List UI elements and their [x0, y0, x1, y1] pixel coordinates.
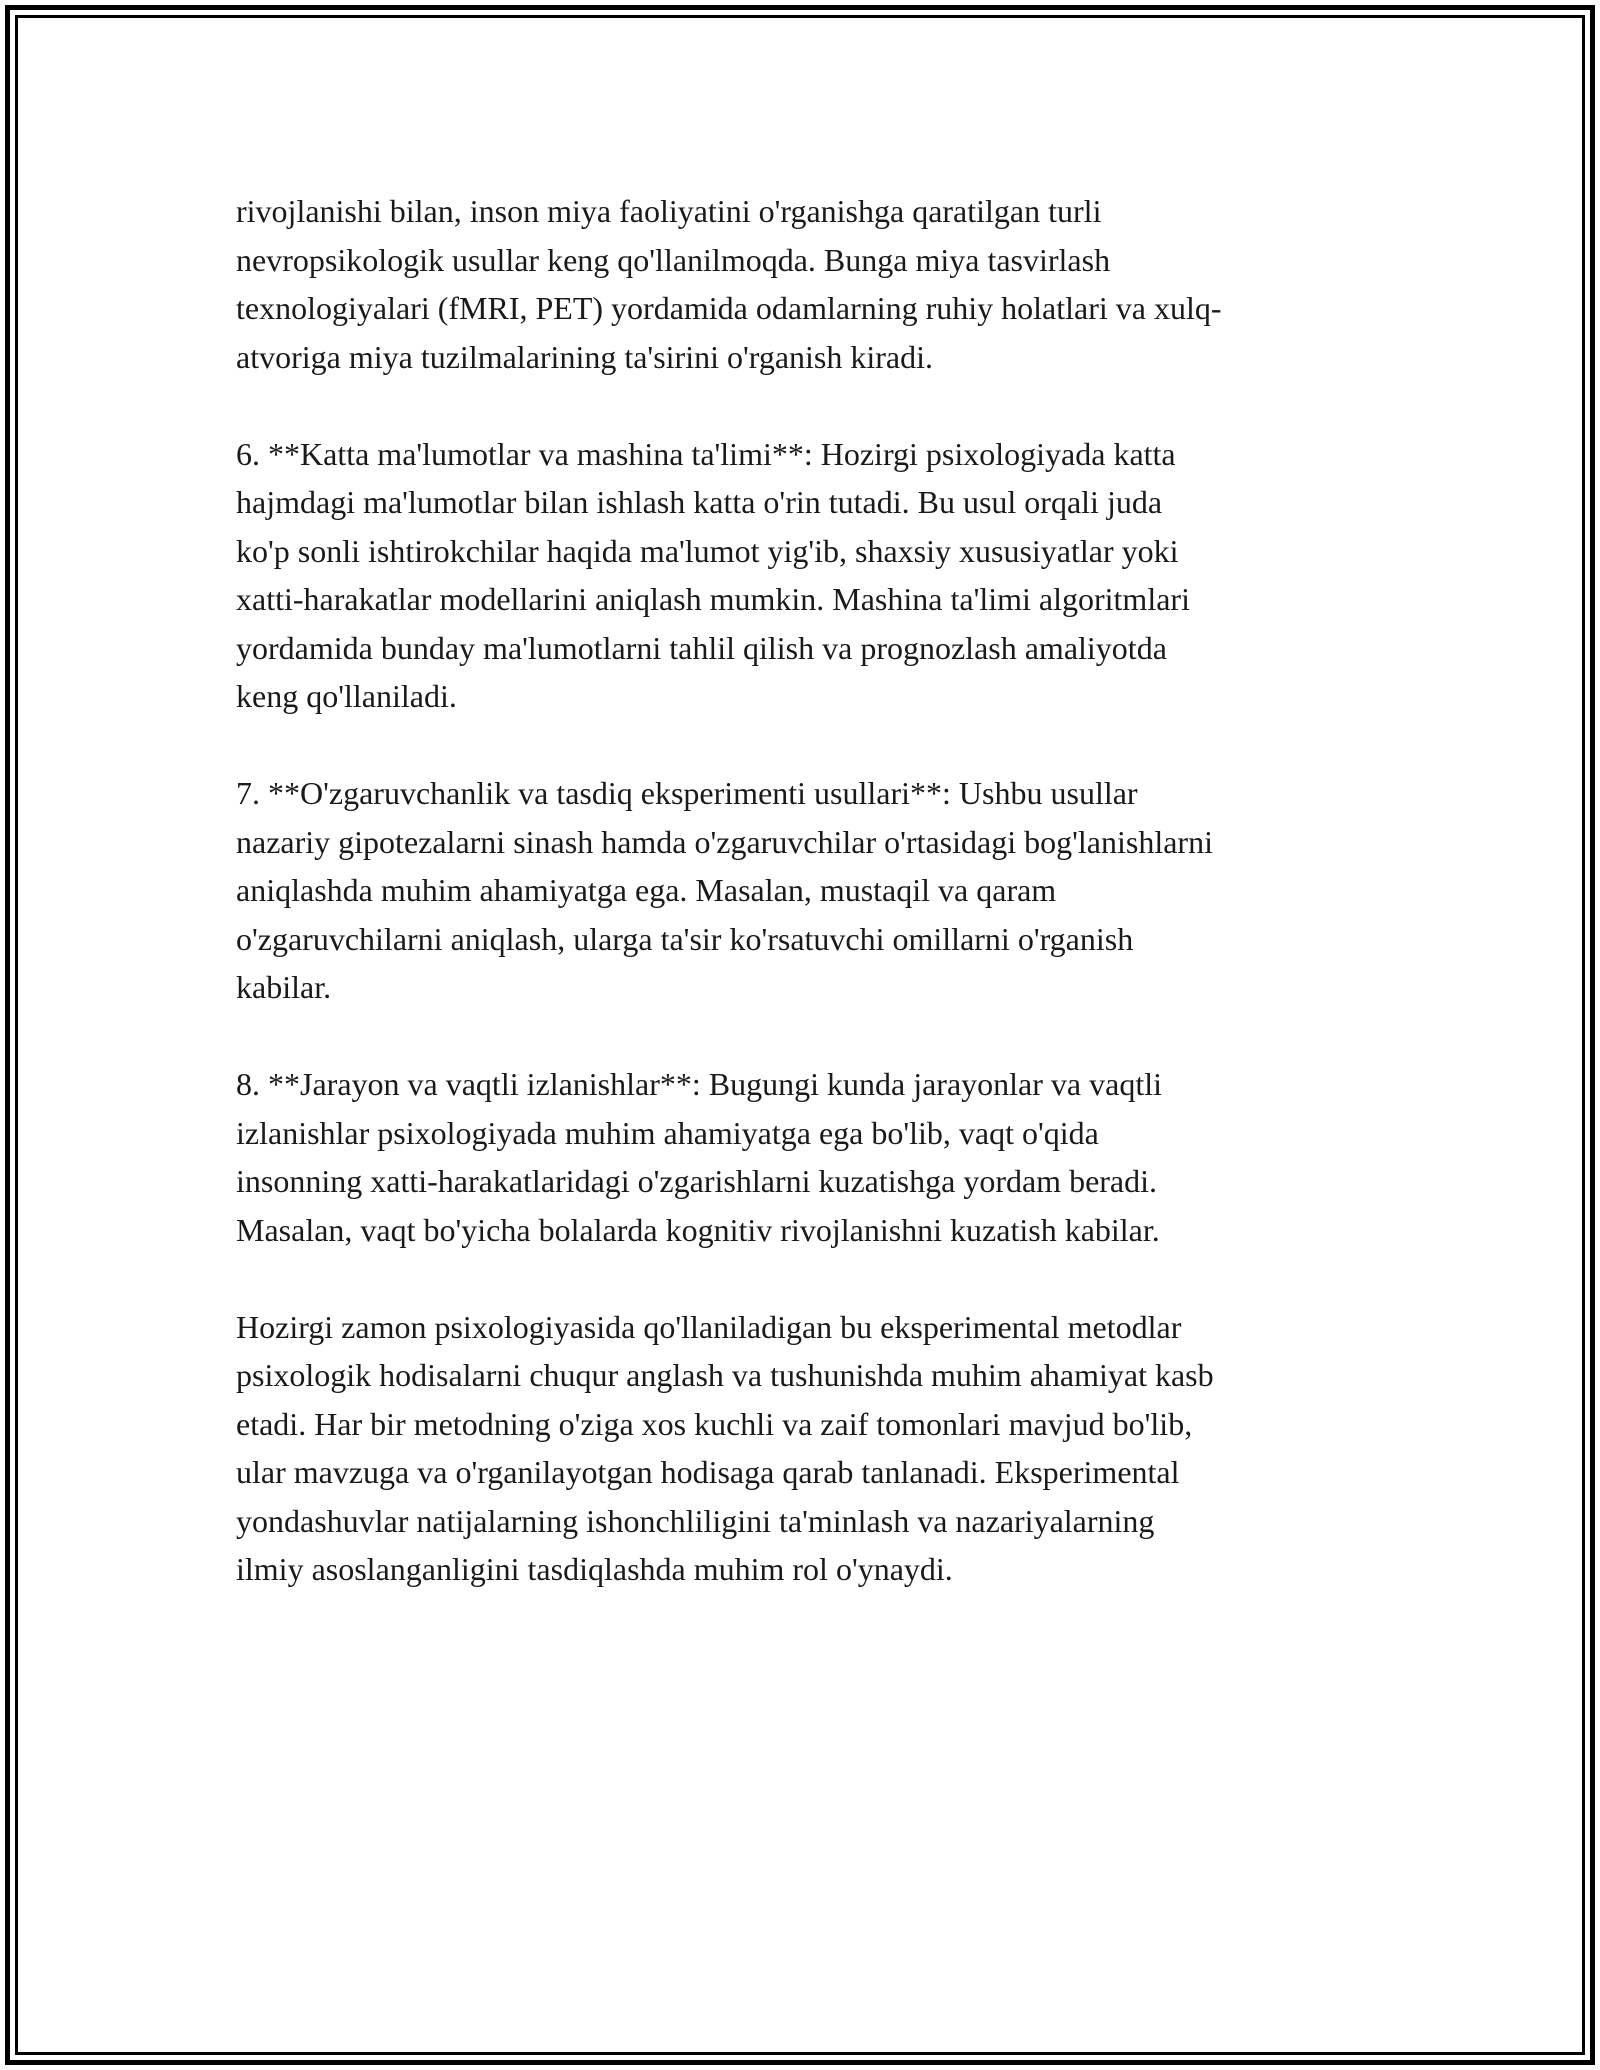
- paragraph-item-8: [236, 1060, 1370, 1254]
- paragraph-item-7: [236, 769, 1370, 1012]
- text-line: xatti-harakatlar modellarini aniqlash mumkin. Mashina ta'limi algoritmlari: [236, 581, 1190, 617]
- text-line: rivojlanishi bilan, inson miya faoliyatini o'rganishga qaratilgan turli: [236, 193, 1102, 229]
- text-line: keng qo'llaniladi.: [236, 678, 457, 714]
- text-line: hajmdagi ma'lumotlar bilan ishlash katta o'rin tutadi. Bu usul orqali juda: [236, 484, 1163, 520]
- text-line: aniqlashda muhim ahamiyatga ega. Masalan, mustaqil va qaram: [236, 872, 1057, 908]
- text-line: etadi. Har bir metodning o'ziga xos kuchli va zaif tomonlari mavjud bo'lib,: [236, 1405, 1193, 1442]
- text-line: izlanishlar psixologiyada muhim ahamiyatga ega bo'lib, vaqt o'qida: [236, 1114, 1099, 1151]
- text-line: psixologik hodisalarni chuqur anglash va tushunishda muhim ahamiyat kasb: [236, 1357, 1214, 1393]
- text-line: Masalan, vaqt bo'yicha bolalarda kognitiv rivojlanishni kuzatish kabilar.: [236, 1211, 1160, 1248]
- text-line: yordamida bunday ma'lumotlarni tahlil qilish va prognozlash amaliyotda: [236, 629, 1167, 666]
- text-line: Hozirgi zamon psixologiyasida qo'llaniladigan bu eksperimental metodlar: [236, 1308, 1182, 1345]
- text-line: 6. **Katta ma'lumotlar va mashina ta'limi**: Hozirgi psixologiyada katta: [236, 435, 1176, 472]
- text-line: yondashuvlar natijalarning ishonchliligini ta'minlash va nazariyalarning: [236, 1502, 1155, 1539]
- paragraph-conclusion: [236, 1303, 1370, 1594]
- text-line: ilmiy asoslanganligini tasdiqlashda muhim rol o'ynaydi.: [236, 1551, 953, 1587]
- text-line: o'zgaruvchilarni aniqlash, ularga ta'sir ko'rsatuvchi omillarni o'rganish: [236, 920, 1134, 957]
- paragraph-item-6: [236, 430, 1370, 721]
- text-line: insonning xatti-harakatlaridagi o'zgarishlarni kuzatishga yordam beradi.: [236, 1163, 1158, 1199]
- document-body: [236, 187, 1370, 1642]
- text-line: nazariy gipotezalarni sinash hamda o'zgaruvchilar o'rtasidagi bog'lanishlarni: [236, 823, 1213, 860]
- text-line: nevropsikologik usullar keng qo'llanilmoqda. Bunga miya tasvirlash: [236, 241, 1111, 278]
- text-line: texnologiyalari (fMRI, PET) yordamida odamlarning ruhiy holatlari va xulq-: [236, 290, 1222, 326]
- text-line: atvoriga miya tuzilmalarining ta'sirini o'rganish kiradi.: [236, 338, 933, 375]
- text-line: 8. **Jarayon va vaqtli izlanishlar**: Bugungi kunda jarayonlar va vaqtli: [236, 1066, 1162, 1102]
- text-line: 7. **O'zgaruvchanlik va tasdiq eksperimenti usullari**: Ushbu usullar: [236, 775, 1138, 811]
- text-line: kabilar.: [236, 969, 332, 1005]
- paragraph-intro-continuation: [236, 187, 1370, 381]
- text-line: ko'p sonli ishtirokchilar haqida ma'lumot yig'ib, shaxsiy xususiyatlar yoki: [236, 532, 1179, 569]
- text-line: ular mavzuga va o'rganilayotgan hodisaga qarab tanlanadi. Eksperimental: [236, 1454, 1180, 1490]
